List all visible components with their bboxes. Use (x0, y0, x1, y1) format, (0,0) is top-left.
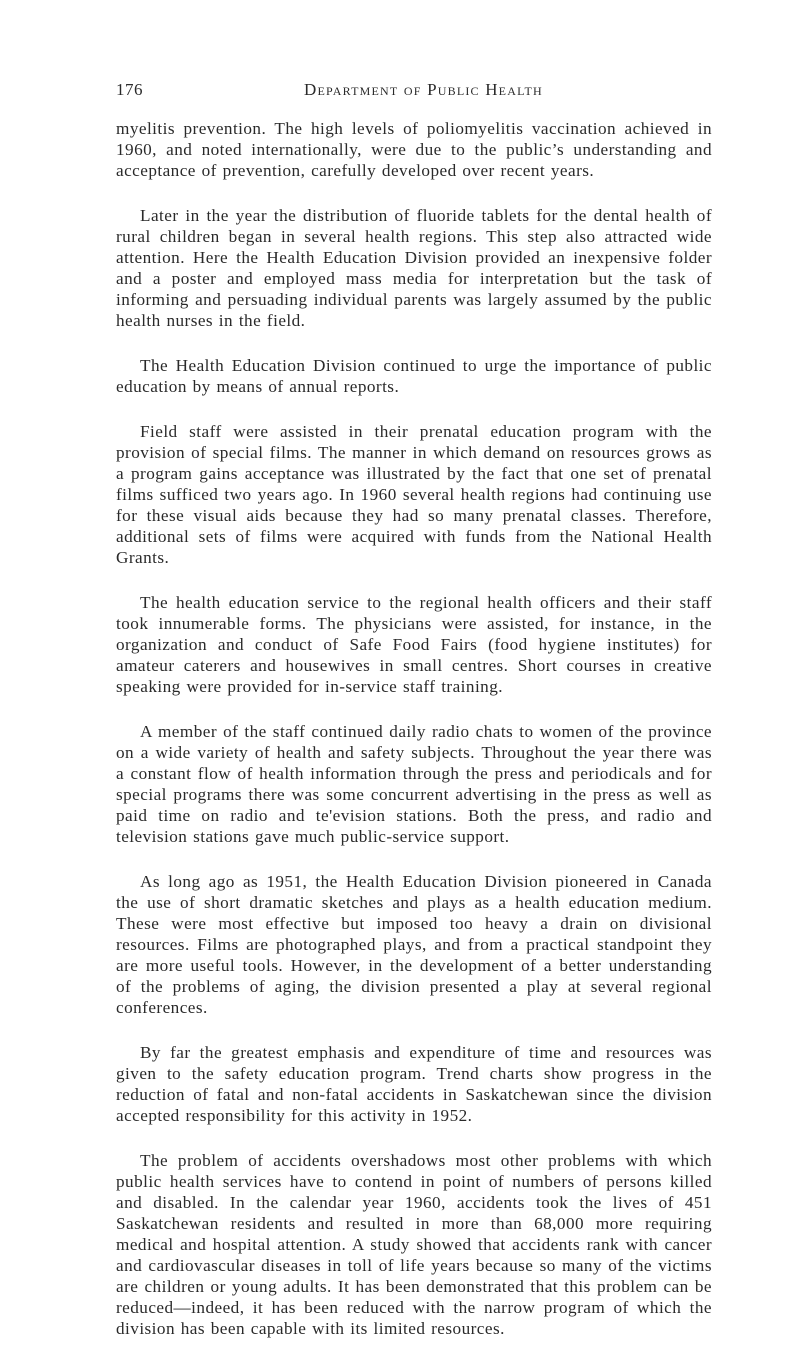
paragraph-7: As long ago as 1951, the Health Education Division pioneered in Canada the use of short dramatic sketches and plays as a health education medium. These were most effective but imposed too heavy a drain on divisional resources. Films are photographed plays, and from a practical standpoint they are more useful tools. However, in the development of a better understanding of the problems of aging, the division presented a play at several regional conferences. (116, 872, 712, 1017)
paragraph-5: The health education service to the regional health officers and their staff took innumerable forms. The physicians were assisted, for instance, in the organization and conduct of Safe Food Fairs (food hygiene institutes) for amateur caterers and housewives in small centres. Short courses in creative speaking were provided for in-service staff training. (116, 593, 712, 696)
paragraph-2: Later in the year the distribution of fluoride tablets for the dental health of rural children began in several health regions. This step also attracted wide attention. Here the Health Education Division provided an inexpensive folder and a poster and employed mass media for interpretation but the task of informing and persuading individual parents was largely assumed by the public health nurses in the field. (116, 206, 712, 330)
paragraph-4: Field staff were assisted in their prenatal education program with the provision of special films. The manner in which demand on resources grows as a program gains acceptance was illustrated by the fact that one set of prenatal films sufficed two years ago. In 1960 several health regions had continuing use for these visual aids because they had so many prenatal classes. Therefore, additional sets of films were acquired with funds from the National Health Grants. (116, 422, 712, 567)
page-header (116, 80, 712, 104)
paragraph-8: By far the greatest emphasis and expenditure of time and resources was given to the safety education program. Trend charts show progress in the reduction of fatal and non-fatal accidents in Saskatchewan since the division accepted responsibility for this activity in 1952. (116, 1043, 712, 1125)
paragraph-1: myelitis prevention. The high levels of poliomyelitis vaccination achieved in 1960, and noted internationally, were due to the public’s understanding and acceptance of prevention, carefully developed over recent years. (116, 119, 712, 180)
running-title: Department of Public Health (304, 80, 543, 99)
paragraph-3: The Health Education Division continued to urge the importance of public education by means of annual reports. (116, 356, 712, 396)
page-number: 176 (116, 80, 143, 99)
paragraph-9: The problem of accidents overshadows most other problems with which public health services have to contend in point of numbers of persons killed and disabled. In the calendar year 1960, accidents took the lives of 451 Saskatchewan residents and resulted in more than 68,000 more requiring medical and hospital attention. A study showed that accidents rank with cancer and cardiovascular diseases in toll of life years because so many of the victims are children or young adults. It has been demonstrated that this problem can be reduced—indeed, it has been reduced with the narrow program of which the division has been capable with its limited resources. (116, 1151, 712, 1338)
body-text (116, 118, 712, 1363)
paragraph-6: A member of the staff continued daily radio chats to women of the province on a wide variety of health and safety subjects. Throughout the year there was a constant flow of health information through the press and periodicals and for special programs there was some concurrent advertising in the press as well as paid time on radio and te'evision stations. Both the press, and radio and television stations gave much public-service support. (116, 722, 712, 846)
